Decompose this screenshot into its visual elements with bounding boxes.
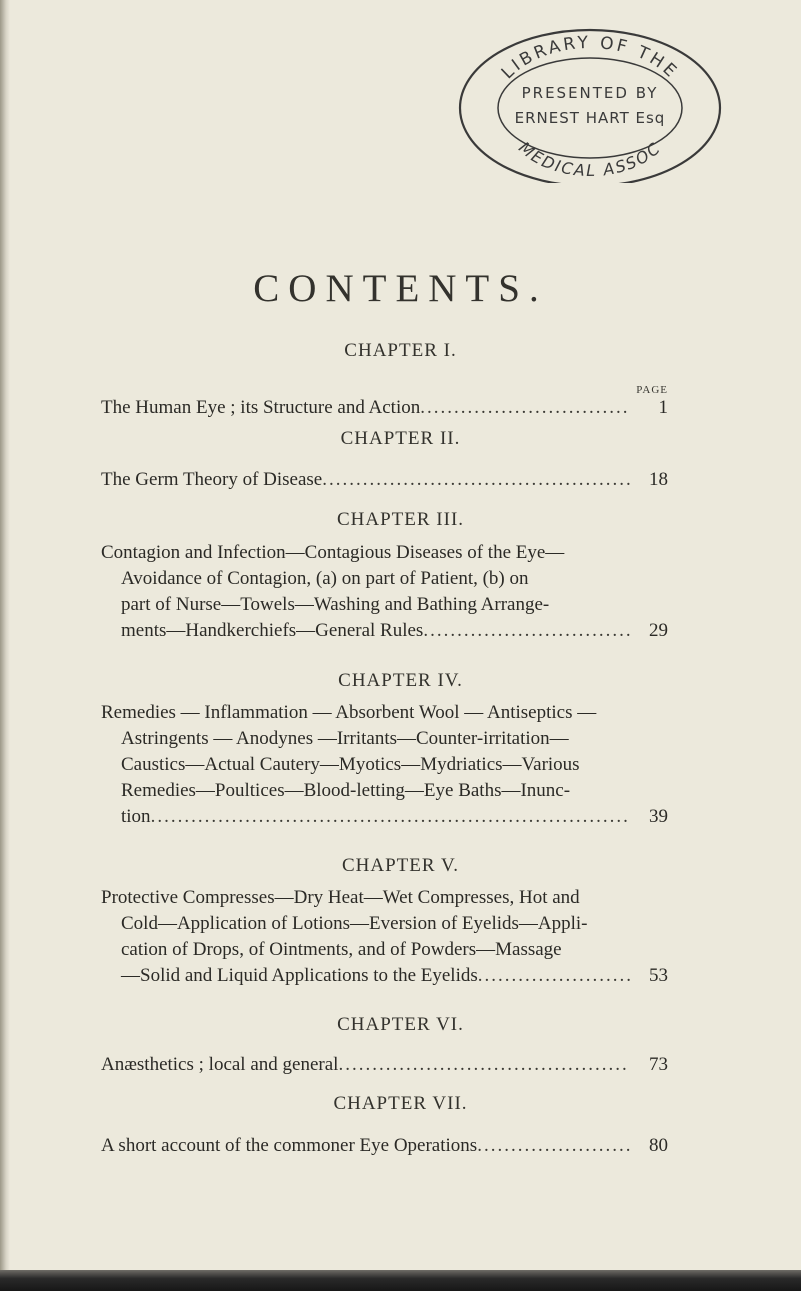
toc-entry-line: Remedies—Poultices—Blood-letting—Eye Baths—Inunc-: [121, 780, 571, 801]
toc-entry-text: The Germ Theory of Disease: [101, 469, 323, 490]
toc-page-number: 18: [649, 469, 668, 490]
toc-entry-text: A short account of the commoner Eye Operations: [101, 1135, 478, 1156]
toc-entry-line: part of Nurse—Towels—Washing and Bathing Arrange-: [121, 594, 550, 615]
page-column-label: PAGE: [636, 384, 668, 396]
leader-dots: [477, 1133, 630, 1159]
chapter-heading: CHAPTER VI.: [337, 1014, 464, 1035]
page-title: CONTENTS.: [253, 267, 548, 310]
toc-entry-text: The Human Eye ; its Structure and Action: [101, 397, 421, 418]
toc-entry-line: Remedies — Inflammation — Absorbent Wool — Antiseptics —: [101, 702, 597, 723]
leader-dots: [322, 467, 630, 493]
leader-dots: [420, 395, 630, 421]
leader-dots: [151, 804, 630, 830]
toc-entry: [101, 395, 668, 421]
chapter-heading: CHAPTER I.: [344, 340, 457, 361]
toc-page-number: 80: [649, 1135, 668, 1156]
toc-entry: [101, 700, 668, 830]
leader-dots: [338, 1052, 630, 1078]
page-bottom-edge: [0, 1270, 801, 1291]
toc-entry: [101, 467, 668, 493]
chapter-heading: CHAPTER III.: [336, 509, 465, 530]
toc-page-number: 29: [649, 620, 668, 641]
toc-entry-text: Anæsthetics ; local and general: [101, 1054, 339, 1075]
stamp-top-text: LIBRARY OF THE: [497, 32, 683, 84]
toc-page-number: 73: [649, 1054, 668, 1075]
chapter-heading: CHAPTER V.: [342, 855, 459, 876]
toc-entry: [101, 1052, 668, 1078]
chapter-heading: CHAPTER IV.: [338, 670, 463, 691]
stamp-bottom-text: MEDICAL ASSOC: [515, 137, 665, 181]
toc-entry-line: cation of Drops, of Ointments, and of Powders—Massage: [121, 939, 562, 960]
leader-dots: [478, 963, 630, 989]
library-stamp: [450, 18, 730, 183]
toc-entry: [101, 540, 668, 644]
toc-page-number: 1: [658, 397, 668, 418]
toc-entry-line: Cold—Application of Lotions—Eversion of Eyelids—Appli-: [121, 913, 588, 934]
toc-entry-line: Contagion and Infection—Contagious Diseases of the Eye—: [101, 542, 565, 563]
toc-entry-line: —Solid and Liquid Applications to the Eyelids: [121, 965, 478, 986]
toc-entry-line: tion: [121, 806, 151, 827]
stamp-donor-name: ERNEST HART Esq: [514, 109, 666, 127]
toc-entry-line: Avoidance of Contagion, (a) on part of Patient, (b) on: [121, 568, 529, 589]
toc-entry-line: Protective Compresses—Dry Heat—Wet Compresses, Hot and: [101, 887, 580, 908]
stamp-presented-by: PRESENTED BY: [521, 84, 659, 102]
toc-entry-line: Astringents — Anodynes —Irritants—Counter-irritation—: [121, 728, 569, 749]
leader-dots: [423, 618, 630, 644]
toc-entry: [101, 885, 668, 989]
toc-entry: [101, 1133, 668, 1159]
chapter-heading: CHAPTER II.: [340, 428, 461, 449]
toc-entry-line: ments—Handkerchiefs—General Rules: [121, 620, 424, 641]
toc-page-number: 53: [649, 965, 668, 986]
toc-page-number: 39: [649, 806, 668, 827]
chapter-heading: CHAPTER VII.: [333, 1093, 468, 1114]
toc-entry-line: Caustics—Actual Cautery—Myotics—Mydriatics—Various: [121, 754, 580, 775]
